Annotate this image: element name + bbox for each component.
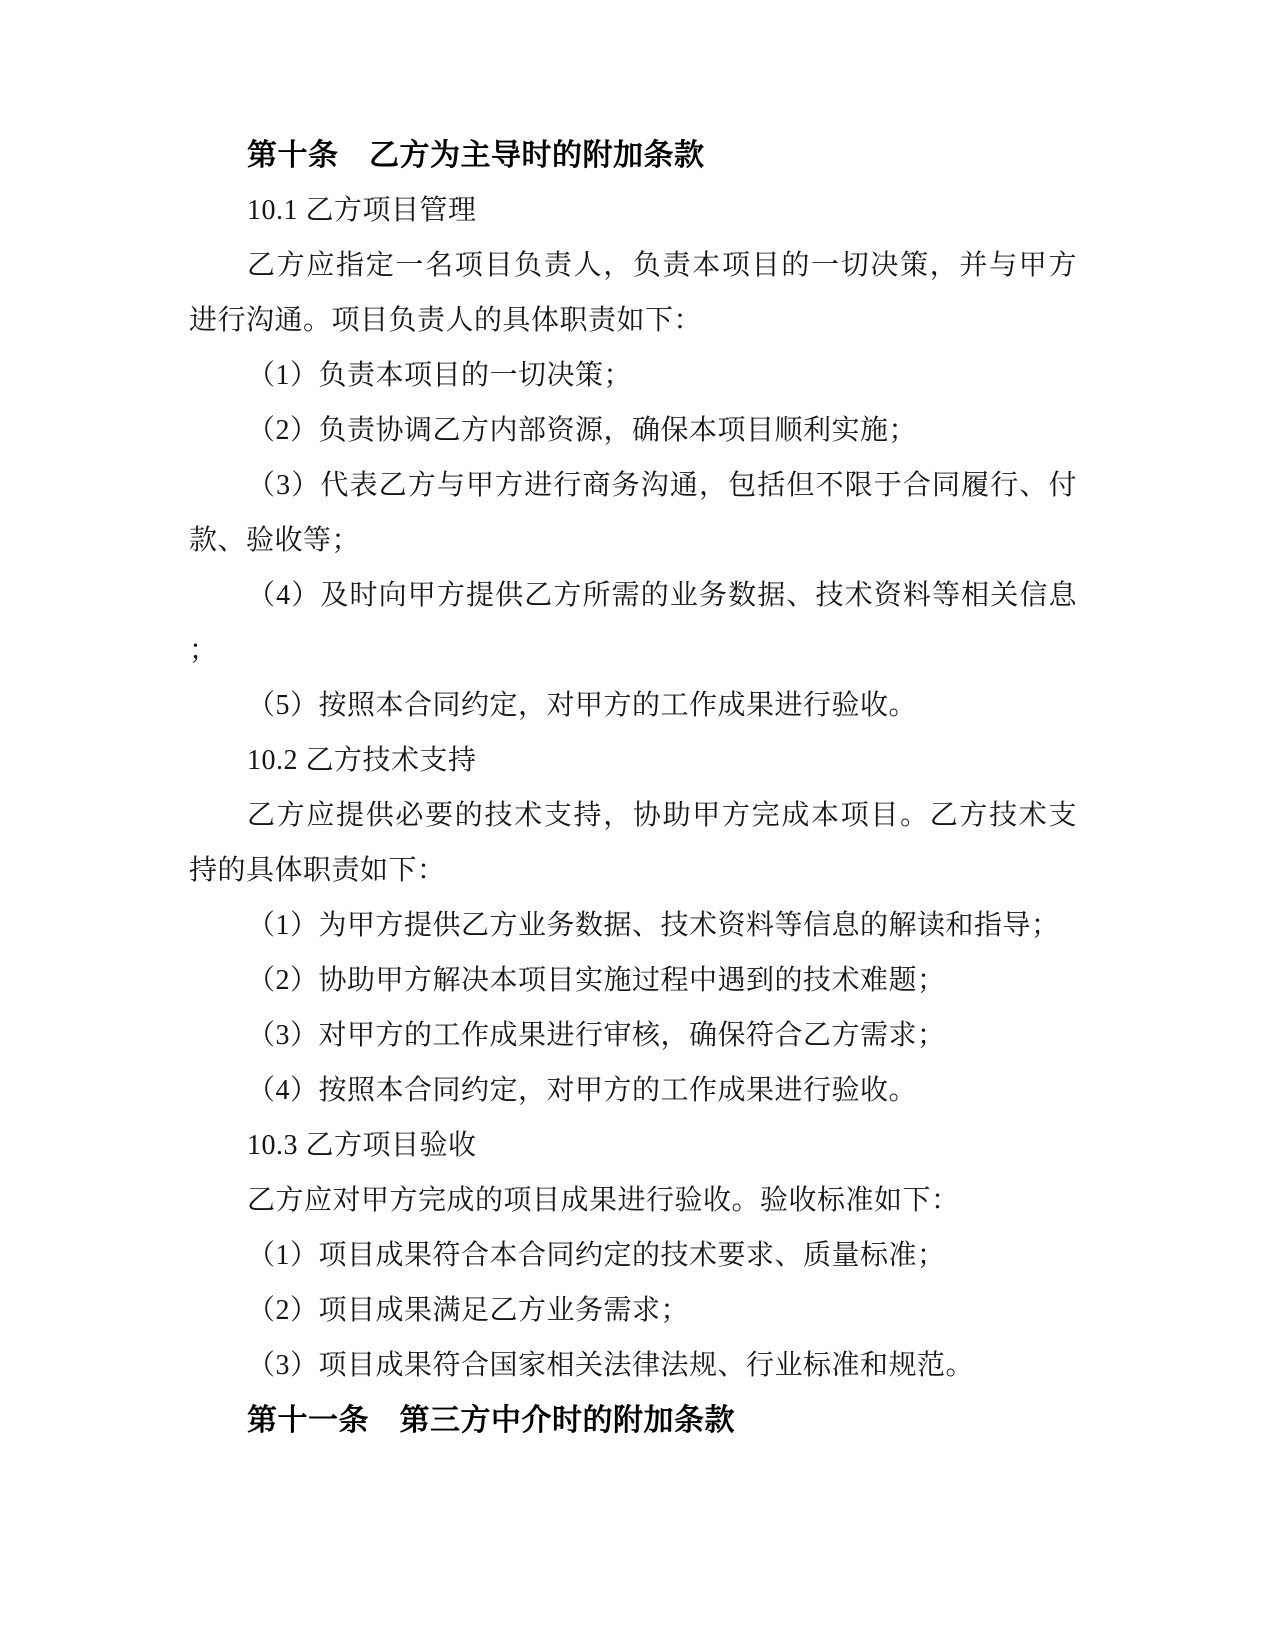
section-10-1-item-3-line-1: （3）代表乙方与甲方进行商务沟通，包括但不限于合同履行、付 — [247, 470, 1077, 501]
section-10-1-intro-line-2: 进行沟通。项目负责人的具体职责如下： — [189, 305, 703, 336]
contract-text-block — [189, 128, 1077, 1448]
section-10-2-title: 10.2 乙方技术支持 — [247, 745, 477, 776]
article-10-heading: 第十条 乙方为主导时的附加条款 — [247, 139, 705, 172]
section-10-2-item-2: （2）协助甲方解决本项目实施过程中遇到的技术难题； — [247, 965, 946, 996]
section-10-1-item-4-line-1: （4）及时向甲方提供乙方所需的业务数据、技术资料等相关信息 — [247, 580, 1077, 611]
section-10-1-item-3-line-2: 款、验收等； — [189, 525, 361, 556]
section-10-1-item-2: （2）负责协调乙方内部资源，确保本项目顺利实施； — [247, 415, 918, 446]
section-10-1-intro-line-1: 乙方应指定一名项目负责人，负责本项目的一切决策，并与甲方 — [247, 250, 1077, 281]
section-10-2-intro-line-1: 乙方应提供必要的技术支持，协助甲方完成本项目。乙方技术支 — [247, 800, 1077, 831]
section-10-3-item-2: （2）项目成果满足乙方业务需求； — [247, 1295, 690, 1326]
section-10-2-intro-line-2: 持的具体职责如下： — [189, 855, 446, 886]
section-10-2-item-1: （1）为甲方提供乙方业务数据、技术资料等信息的解读和指导； — [247, 910, 1060, 941]
section-10-3-title: 10.3 乙方项目验收 — [247, 1130, 477, 1161]
section-10-1-item-5: （5）按照本合同约定，对甲方的工作成果进行验收。 — [247, 690, 918, 721]
section-10-1-item-1: （1）负责本项目的一切决策； — [247, 360, 633, 391]
section-10-3-item-3: （3）项目成果符合国家相关法律法规、行业标准和规范。 — [247, 1350, 975, 1381]
section-10-2-item-3: （3）对甲方的工作成果进行审核，确保符合乙方需求； — [247, 1020, 946, 1051]
section-10-1-item-4-line-2: ； — [189, 635, 218, 666]
section-10-3-item-1: （1）项目成果符合本合同约定的技术要求、质量标准； — [247, 1240, 946, 1271]
article-11-heading: 第十一条 第三方中介时的附加条款 — [247, 1404, 735, 1437]
section-10-3-intro: 乙方应对甲方完成的项目成果进行验收。验收标准如下： — [247, 1185, 960, 1216]
section-10-2-item-4: （4）按照本合同约定，对甲方的工作成果进行验收。 — [247, 1075, 918, 1106]
section-10-1-title: 10.1 乙方项目管理 — [247, 195, 477, 226]
